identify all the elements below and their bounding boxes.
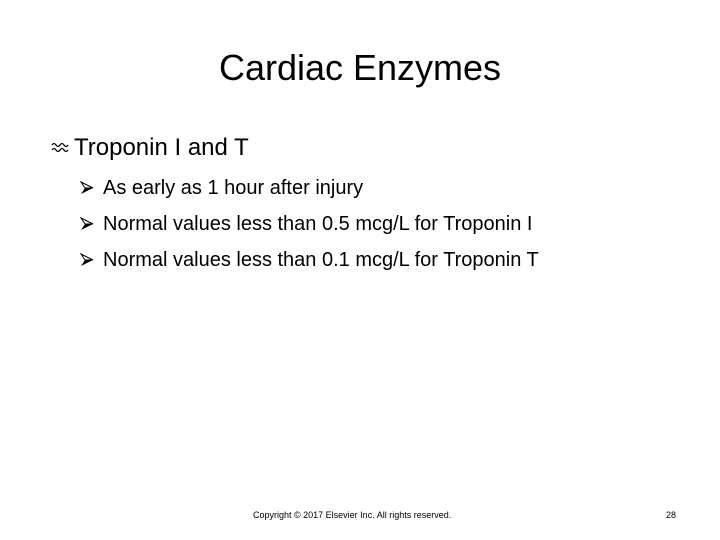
sub-bullet-item — [80, 170, 539, 206]
sub-bullet-text: Normal values less than 0.5 mcg/L for Troponin I — [103, 213, 533, 235]
arrow-bullet-icon — [80, 181, 94, 195]
arrow-bullet-icon — [80, 217, 94, 231]
sub-bullet-list — [80, 170, 539, 278]
page-number: 28 — [665, 510, 676, 520]
arrow-bullet-icon — [80, 253, 94, 267]
main-bullet — [50, 131, 249, 165]
sub-bullet-text: As early as 1 hour after injury — [103, 177, 364, 199]
slide-title: Cardiac Enzymes — [218, 47, 502, 88]
footer-copyright: Copyright © 2017 Elsevier Inc. All rights reserved. — [253, 510, 452, 520]
main-bullet-text: Troponin I and T — [74, 134, 249, 161]
sub-bullet-item — [80, 242, 539, 278]
sub-bullet-text: Normal values less than 0.1 mcg/L for Troponin T — [103, 249, 539, 271]
sub-bullet-item — [80, 206, 539, 242]
wingding-bullet-icon — [50, 139, 72, 157]
